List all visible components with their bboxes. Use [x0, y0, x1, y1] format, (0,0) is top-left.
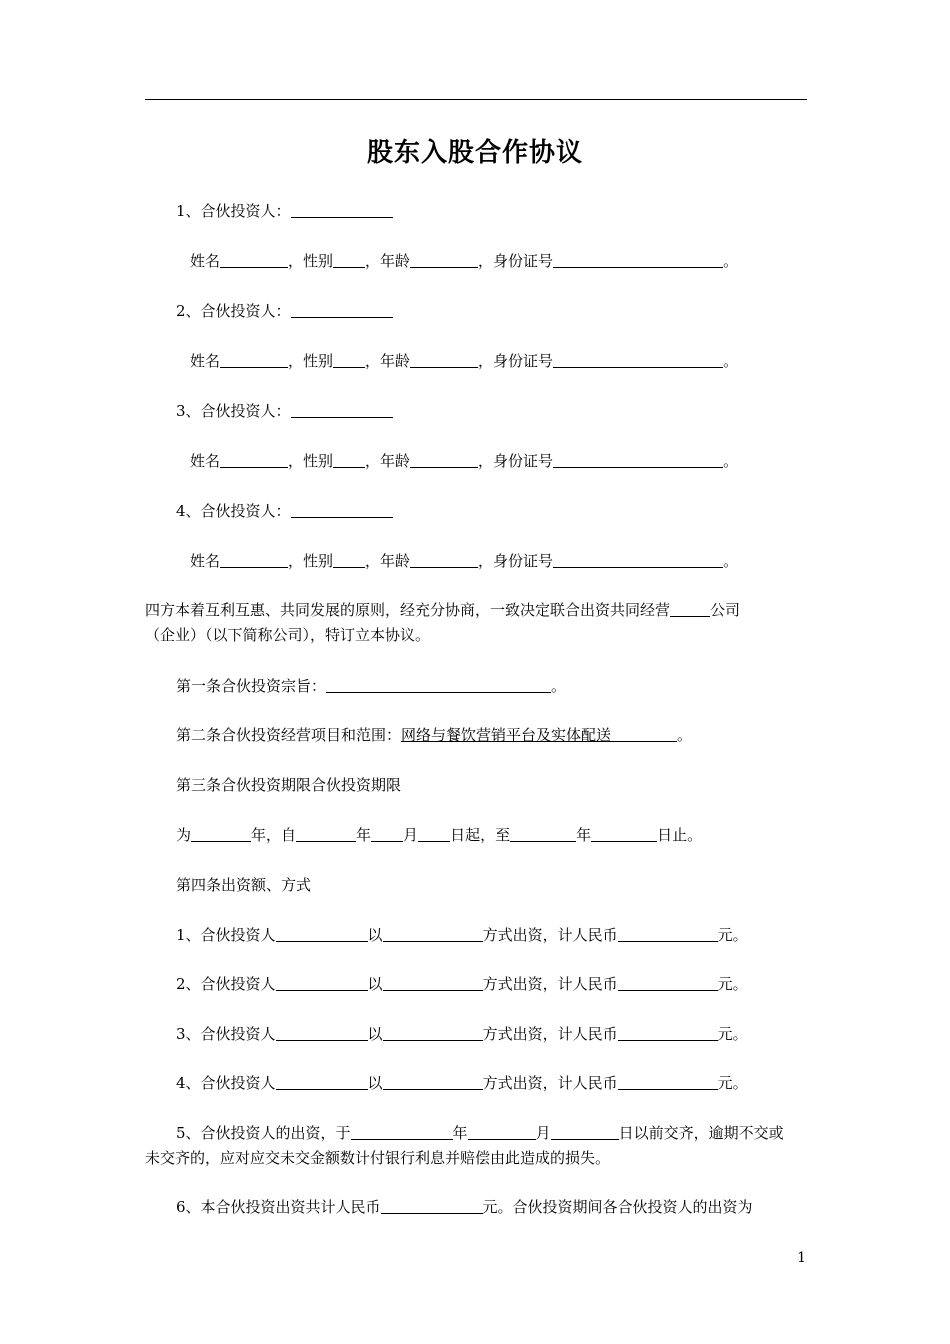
blank-name[interactable]	[220, 551, 288, 568]
blank-age[interactable]	[410, 251, 478, 268]
blank-gender[interactable]	[333, 351, 365, 368]
contribution-item-3: 3、合伙投资人 以 方式出资，计人民币 元。	[176, 1025, 748, 1043]
blank-field[interactable]	[291, 201, 393, 218]
blank-end-day[interactable]	[591, 825, 657, 842]
blank-gender[interactable]	[333, 551, 365, 568]
blank-day[interactable]	[551, 1123, 619, 1140]
blank-year[interactable]	[351, 1123, 453, 1140]
contribution-item-2: 2、合伙投资人 以 方式出资，计人民币 元。	[176, 975, 748, 993]
investor-4-header: 4、合伙投资人：	[176, 498, 393, 524]
blank-years[interactable]	[191, 825, 251, 842]
blank-month[interactable]	[468, 1123, 536, 1140]
preamble-line-2: （企业）（以下简称公司），特订立本协议。	[145, 626, 431, 644]
contribution-item-1: 1、合伙投资人 以 方式出资，计人民币 元。	[176, 926, 748, 944]
blank-age[interactable]	[410, 351, 478, 368]
article-4-heading: 第四条出资额、方式	[176, 876, 312, 894]
preamble-line-1: 四方本着互利互惠、共同发展的原则，经充分协商，一致决定联合出资共同经营 公司	[145, 601, 741, 619]
blank-company[interactable]	[670, 600, 710, 617]
page-number: 1	[797, 1250, 806, 1266]
investor-1-details: 姓名 ，性别 ，年龄 ，身份证号 。	[190, 252, 739, 270]
blank-field[interactable]	[291, 501, 393, 518]
blank-investor[interactable]	[276, 925, 368, 942]
blank-end-year[interactable]	[510, 825, 576, 842]
article-2: 第二条合伙投资经营项目和范围：网络与餐饮营销平台及实体配送 。	[176, 726, 693, 744]
document-title: 股东入股合作协议	[366, 138, 583, 168]
blank-purpose[interactable]	[326, 676, 551, 693]
blank-name[interactable]	[220, 451, 288, 468]
blank-method[interactable]	[383, 925, 483, 942]
blank-id[interactable]	[553, 251, 723, 268]
blank-name[interactable]	[220, 251, 288, 268]
investor-2-header: 2、合伙投资人：	[176, 298, 393, 324]
blank-age[interactable]	[410, 451, 478, 468]
blank-amount[interactable]	[618, 974, 718, 991]
blank-investor[interactable]	[276, 974, 368, 991]
article-1: 第一条合伙投资宗旨： 。	[176, 677, 567, 695]
blank-amount[interactable]	[618, 1073, 718, 1090]
contribution-item-5: 5、合伙投资人的出资，于 年 月 日以前交齐，逾期不交或	[176, 1124, 784, 1142]
blank-field[interactable]	[291, 401, 393, 418]
blank-investor[interactable]	[276, 1073, 368, 1090]
article-3-term: 为 年，自 年 月 日起，至 年 日止。	[176, 826, 703, 844]
investor-2-details: 姓名 ，性别 ，年龄 ，身份证号 。	[190, 352, 739, 370]
blank-method[interactable]	[383, 1024, 483, 1041]
blank-method[interactable]	[383, 1073, 483, 1090]
blank-gender[interactable]	[333, 451, 365, 468]
blank-name[interactable]	[220, 351, 288, 368]
blank-start-year[interactable]	[296, 825, 356, 842]
article-3-heading: 第三条合伙投资期限合伙投资期限	[176, 776, 402, 794]
blank-field[interactable]	[291, 301, 393, 318]
blank-start-month[interactable]	[371, 825, 403, 842]
blank-id[interactable]	[553, 551, 723, 568]
investor-3-header: 3、合伙投资人：	[176, 398, 393, 424]
blank-amount[interactable]	[618, 925, 718, 942]
blank-id[interactable]	[553, 351, 723, 368]
blank-amount[interactable]	[618, 1024, 718, 1041]
blank-method[interactable]	[383, 974, 483, 991]
blank-start-day[interactable]	[418, 825, 450, 842]
blank-age[interactable]	[410, 551, 478, 568]
investor-4-details: 姓名 ，性别 ，年龄 ，身份证号 。	[190, 552, 739, 570]
blank-investor[interactable]	[276, 1024, 368, 1041]
investor-1-header: 1、合伙投资人：	[176, 198, 393, 224]
business-scope-value: 网络与餐饮营销平台及实体配送	[401, 726, 612, 744]
blank-gender[interactable]	[333, 251, 365, 268]
blank-id[interactable]	[553, 451, 723, 468]
header-rule	[145, 99, 807, 100]
investor-3-details: 姓名 ，性别 ，年龄 ，身份证号 。	[190, 452, 739, 470]
contribution-item-5-cont: 未交齐的，应对应交未交金额数计付银行利息并赔偿由此造成的损失。	[145, 1149, 611, 1167]
blank-scope[interactable]	[611, 725, 677, 742]
contribution-item-6: 6、本合伙投资出资共计人民币 元。合伙投资期间各合伙投资人的出资为	[176, 1198, 753, 1216]
contribution-item-4: 4、合伙投资人 以 方式出资，计人民币 元。	[176, 1074, 748, 1092]
blank-total-amount[interactable]	[381, 1197, 483, 1214]
